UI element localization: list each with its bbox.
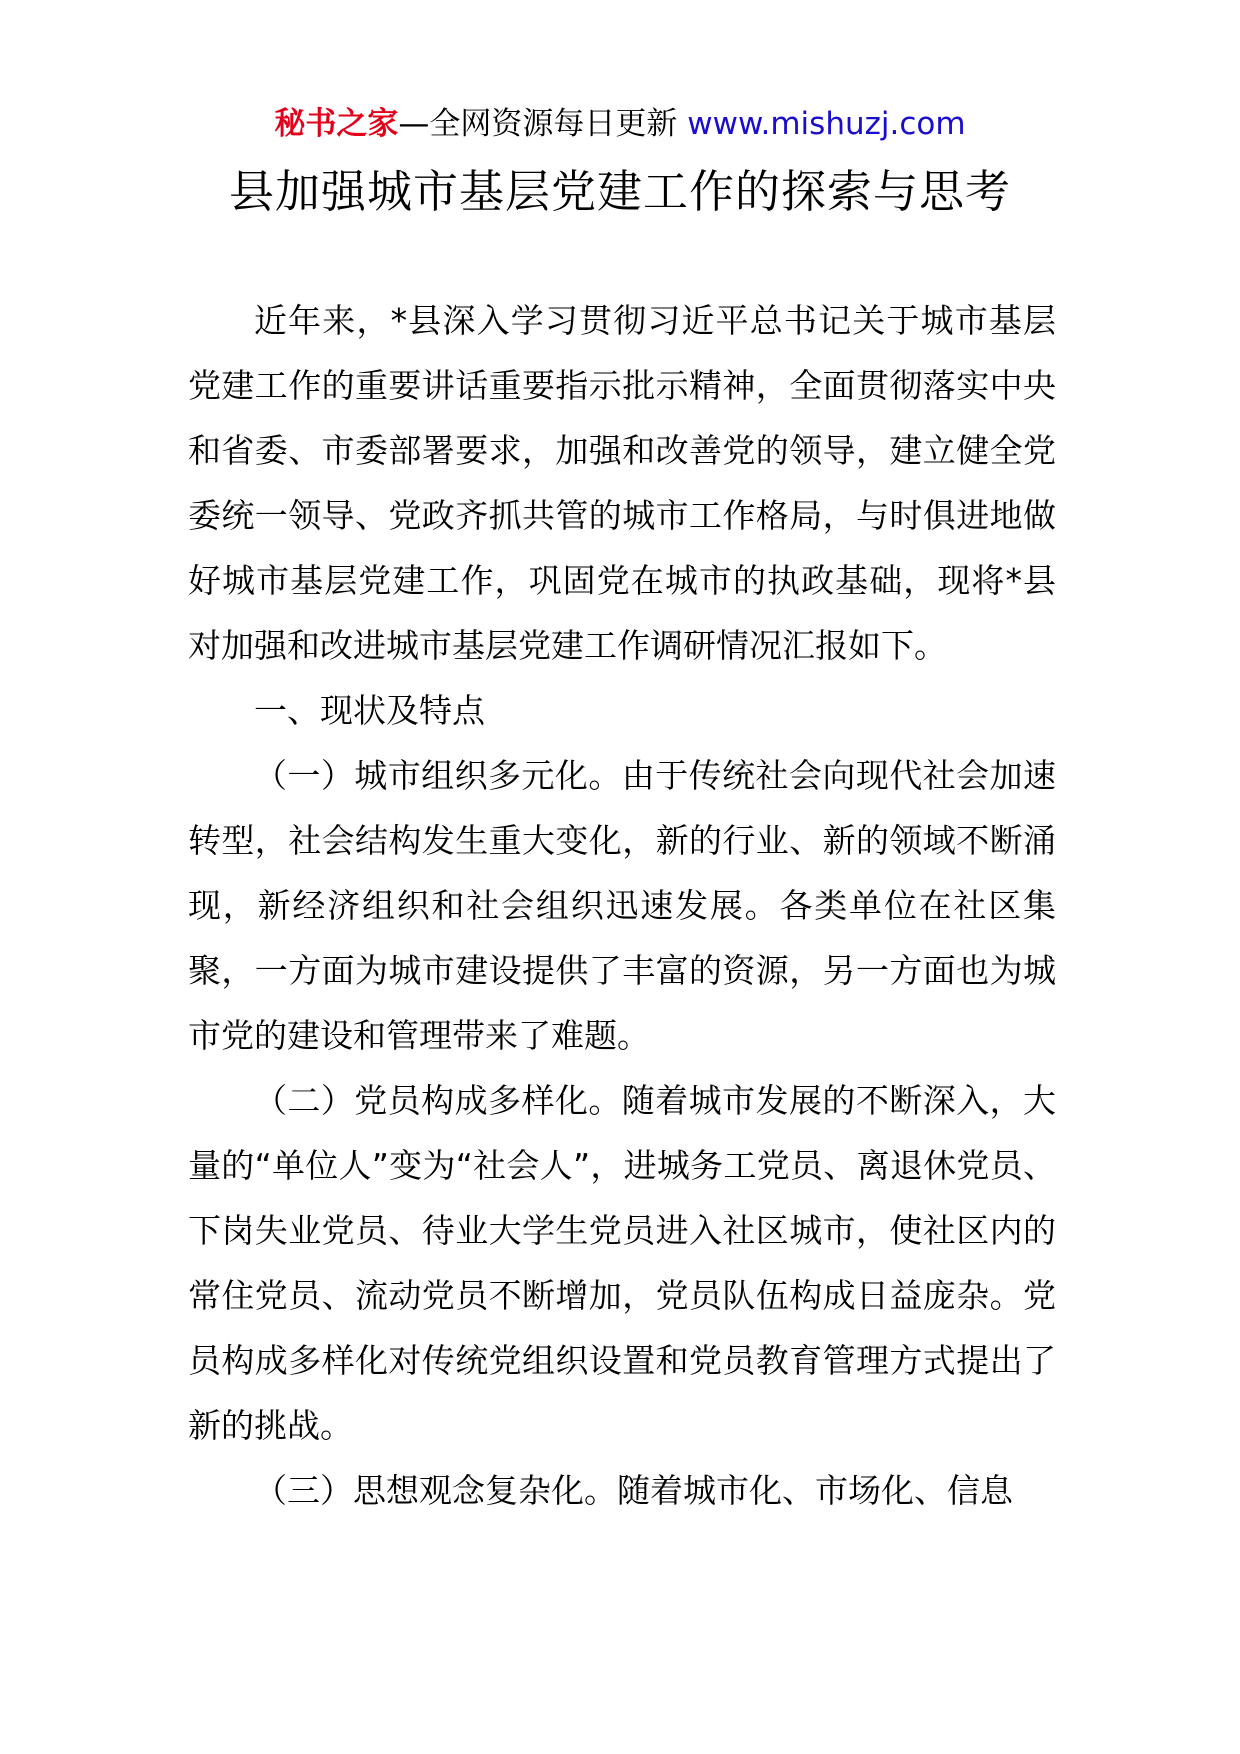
intro-paragraph: 近年来，*县深入学习贯彻习近平总书记关于城市基层党建工作的重要讲话重要指示批示精神，全面贯彻落实中央和省委、市委部署要求，加强和改善党的领导，建立健全党委统一领导、党政齐抓共管的城市工作格局，与时俱进地做好城市基层党建工作，巩固党在城市的执政基础，现将*县对加强和改进城市基层党建工作调研情况汇报如下。 xyxy=(188,301,1056,665)
section-heading: 一、现状及特点 xyxy=(254,691,485,730)
section-item-2: （二）党员构成多样化。随着城市发展的不断深入，大量的“单位人”变为“社会人”，进城务工党员、离退休党员、下岗失业党员、待业大学生党员进入社区城市，使社区内的常住党员、流动党员不断增加，党员队伍构成日益庞杂。党员构成多样化对传统党组织设置和党员教育管理方式提出了新的挑战。 xyxy=(188,1081,1056,1445)
document-body xyxy=(188,288,1056,1523)
brand-name: 秘书之家 xyxy=(274,106,399,142)
header-tagline: —全网资源每日更新 xyxy=(398,106,678,142)
section-item-1: （一）城市组织多元化。由于传统社会向现代社会加速转型，社会结构发生重大变化，新的行业、新的领域不断涌现，新经济组织和社会组织迅速发展。各类单位在社区集聚，一方面为城市建设提供了丰富的资源，另一方面也为城市党的建设和管理带来了难题。 xyxy=(188,756,1056,1055)
header-url[interactable]: www.mishuzj.com xyxy=(687,106,966,142)
section-item-3: （三）思想观念复杂化。随着城市化、市场化、信息 xyxy=(254,1471,1013,1510)
watermark-header xyxy=(0,102,1240,146)
document-title: 县加强城市基层党建工作的探索与思考 xyxy=(228,165,1011,218)
